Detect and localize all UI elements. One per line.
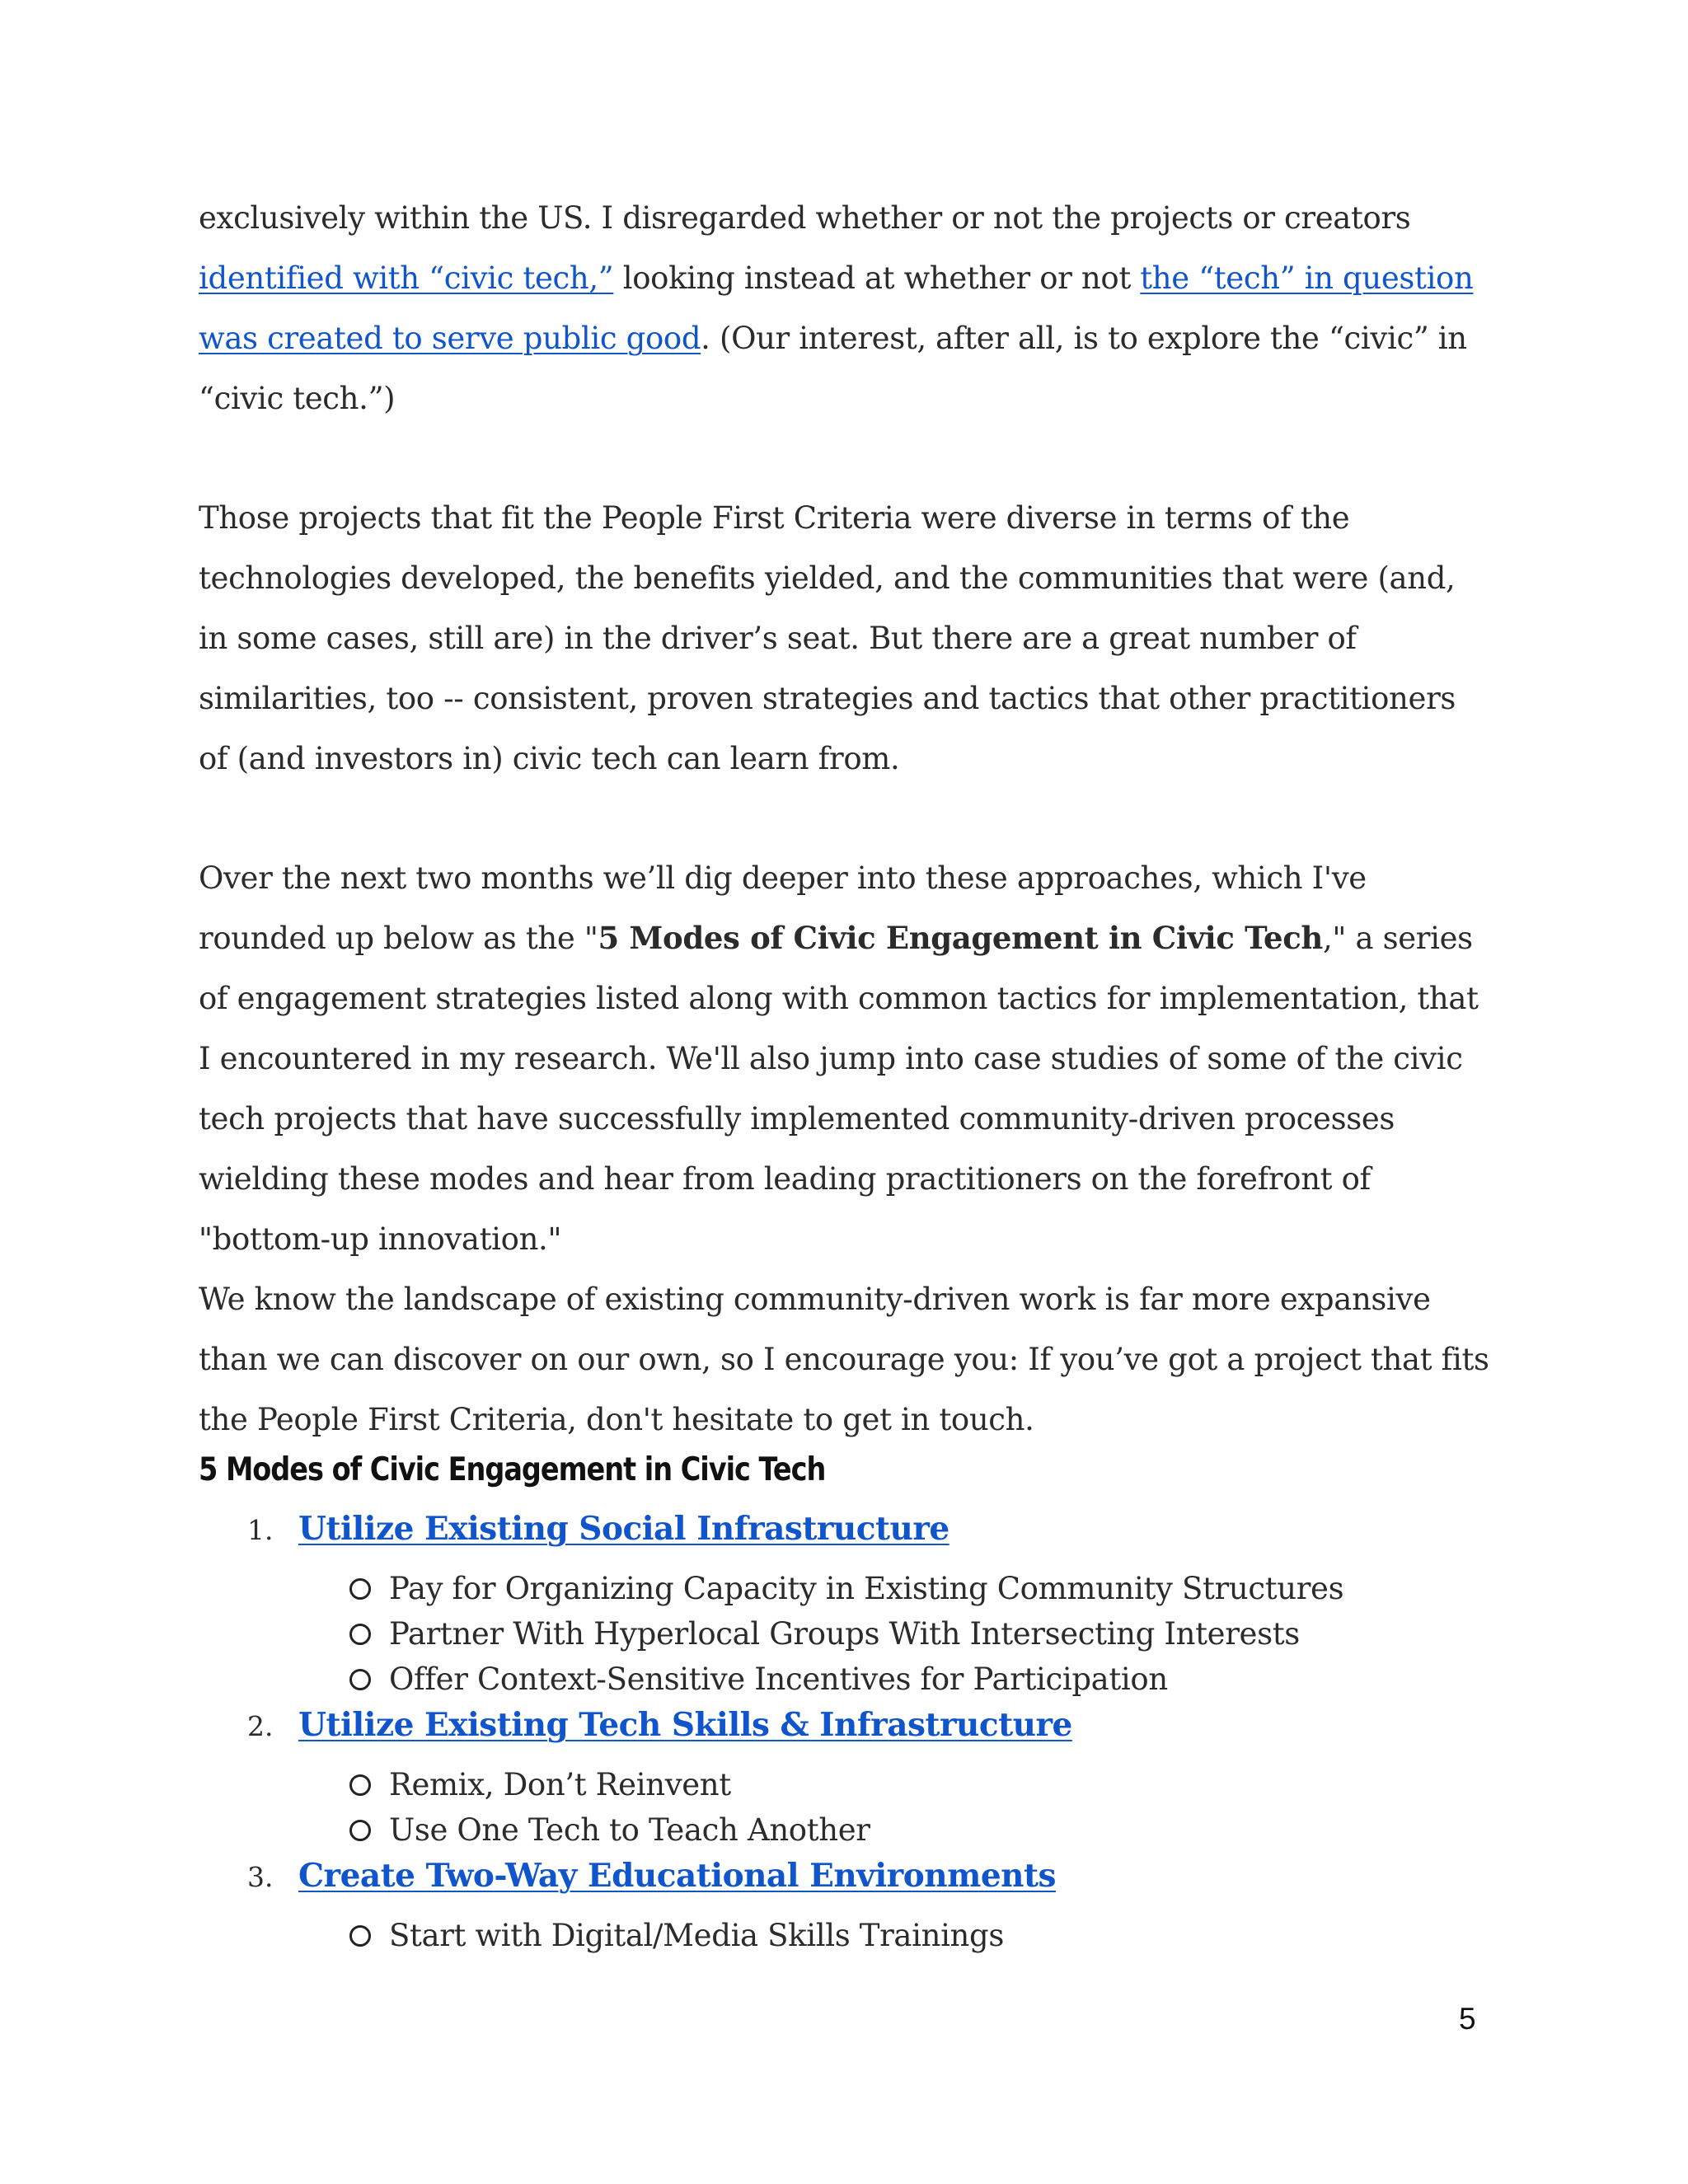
- hollow-circle-bullet-icon: [349, 1578, 371, 1600]
- paragraph-text: . (Our interest, after all, is to explore the “civic” in “civic tech.”): [199, 321, 1467, 416]
- tactic-item: [349, 1762, 731, 1808]
- paragraph-text: ," a series of engagement strategies listed along with common tactics for implementation, that I encountered in my research. We'll also jump into case studies of some of the civic tech projects that have successfully implemented community-driven processes wielding these modes and hear from leading practitioners on the forefront of "bottom-up innovation.": [199, 921, 1479, 1257]
- link-identified-with-civic-tech[interactable]: identified with “civic tech,”: [199, 260, 614, 296]
- tactic-item: [349, 1657, 1168, 1703]
- paragraph-text: looking instead at whether or not: [613, 260, 1141, 296]
- link-tech-created-to-serve-public-good[interactable]: the “tech” in question was created to serve public good: [199, 260, 1474, 356]
- mode-link-two-way-educational[interactable]: Create Two-Way Educational Environments: [298, 1857, 1056, 1895]
- bold-modes-title: 5 Modes of Civic Engagement in Civic Tech: [598, 920, 1323, 956]
- mode-item-2: [247, 1702, 1072, 1750]
- paragraph-text: exclusively within the US. I disregarded whether or not the projects or creators: [199, 200, 1411, 236]
- tactic-label: Start with Digital/Media Skills Trainings: [389, 1918, 1005, 1953]
- paragraph-get-in-touch: We know the landscape of existing community-driven work is far more expansive than we can discover on our own, so I encourage you: If you’ve got a project that fits the People First Criteria, don't hesitate to get in touch.: [199, 1282, 1489, 1437]
- tactic-label: Use One Tech to Teach Another: [389, 1812, 870, 1848]
- mode-number: 2.: [247, 1710, 274, 1742]
- tactic-item: [349, 1807, 870, 1854]
- mode-number: 1.: [247, 1514, 274, 1546]
- paragraph-people-first-projects: [199, 488, 1493, 789]
- hollow-circle-bullet-icon: [349, 1820, 371, 1841]
- paragraph-text: Those projects that fit the People First Criteria were diverse in terms of the technologies developed, the benefits yielded, and the communities that were (and, in some cases, still are) in the driver’s seat. But there are a great number of similarities, too -- consistent, proven strategies and tactics that other practitioners of (and investors in) civic tech can learn from.: [199, 500, 1456, 776]
- paragraph-text: Over the next two months we’ll dig deeper into these approaches, which I've rounded up below as the ": [199, 860, 1367, 956]
- tactic-item: [349, 1566, 1343, 1612]
- tactic-item: [349, 1913, 1004, 1959]
- tactic-item: [349, 1611, 1300, 1657]
- paragraph-intro-continued: [199, 188, 1493, 429]
- hollow-circle-bullet-icon: [349, 1925, 371, 1947]
- hollow-circle-bullet-icon: [349, 1774, 371, 1796]
- tactic-label: Partner With Hyperlocal Groups With Intersecting Interests: [389, 1616, 1300, 1652]
- hollow-circle-bullet-icon: [349, 1624, 371, 1645]
- hollow-circle-bullet-icon: [349, 1669, 371, 1690]
- mode-link-social-infrastructure[interactable]: Utilize Existing Social Infrastructure: [298, 1510, 950, 1548]
- paragraph-next-two-months: [199, 848, 1493, 1450]
- page-number: 5: [1459, 2002, 1476, 2036]
- section-heading: 5 Modes of Civic Engagement in Civic Tech: [199, 1451, 826, 1488]
- tactic-label: Pay for Organizing Capacity in Existing Community Structures: [389, 1571, 1344, 1606]
- mode-link-tech-skills-infrastructure[interactable]: Utilize Existing Tech Skills & Infrastructure: [298, 1706, 1072, 1744]
- mode-item-3: [247, 1853, 1056, 1900]
- mode-item-1: [247, 1506, 950, 1554]
- mode-number: 3.: [247, 1861, 274, 1893]
- tactic-label: Offer Context-Sensitive Incentives for Participation: [389, 1661, 1168, 1697]
- tactic-label: Remix, Don’t Reinvent: [389, 1767, 731, 1802]
